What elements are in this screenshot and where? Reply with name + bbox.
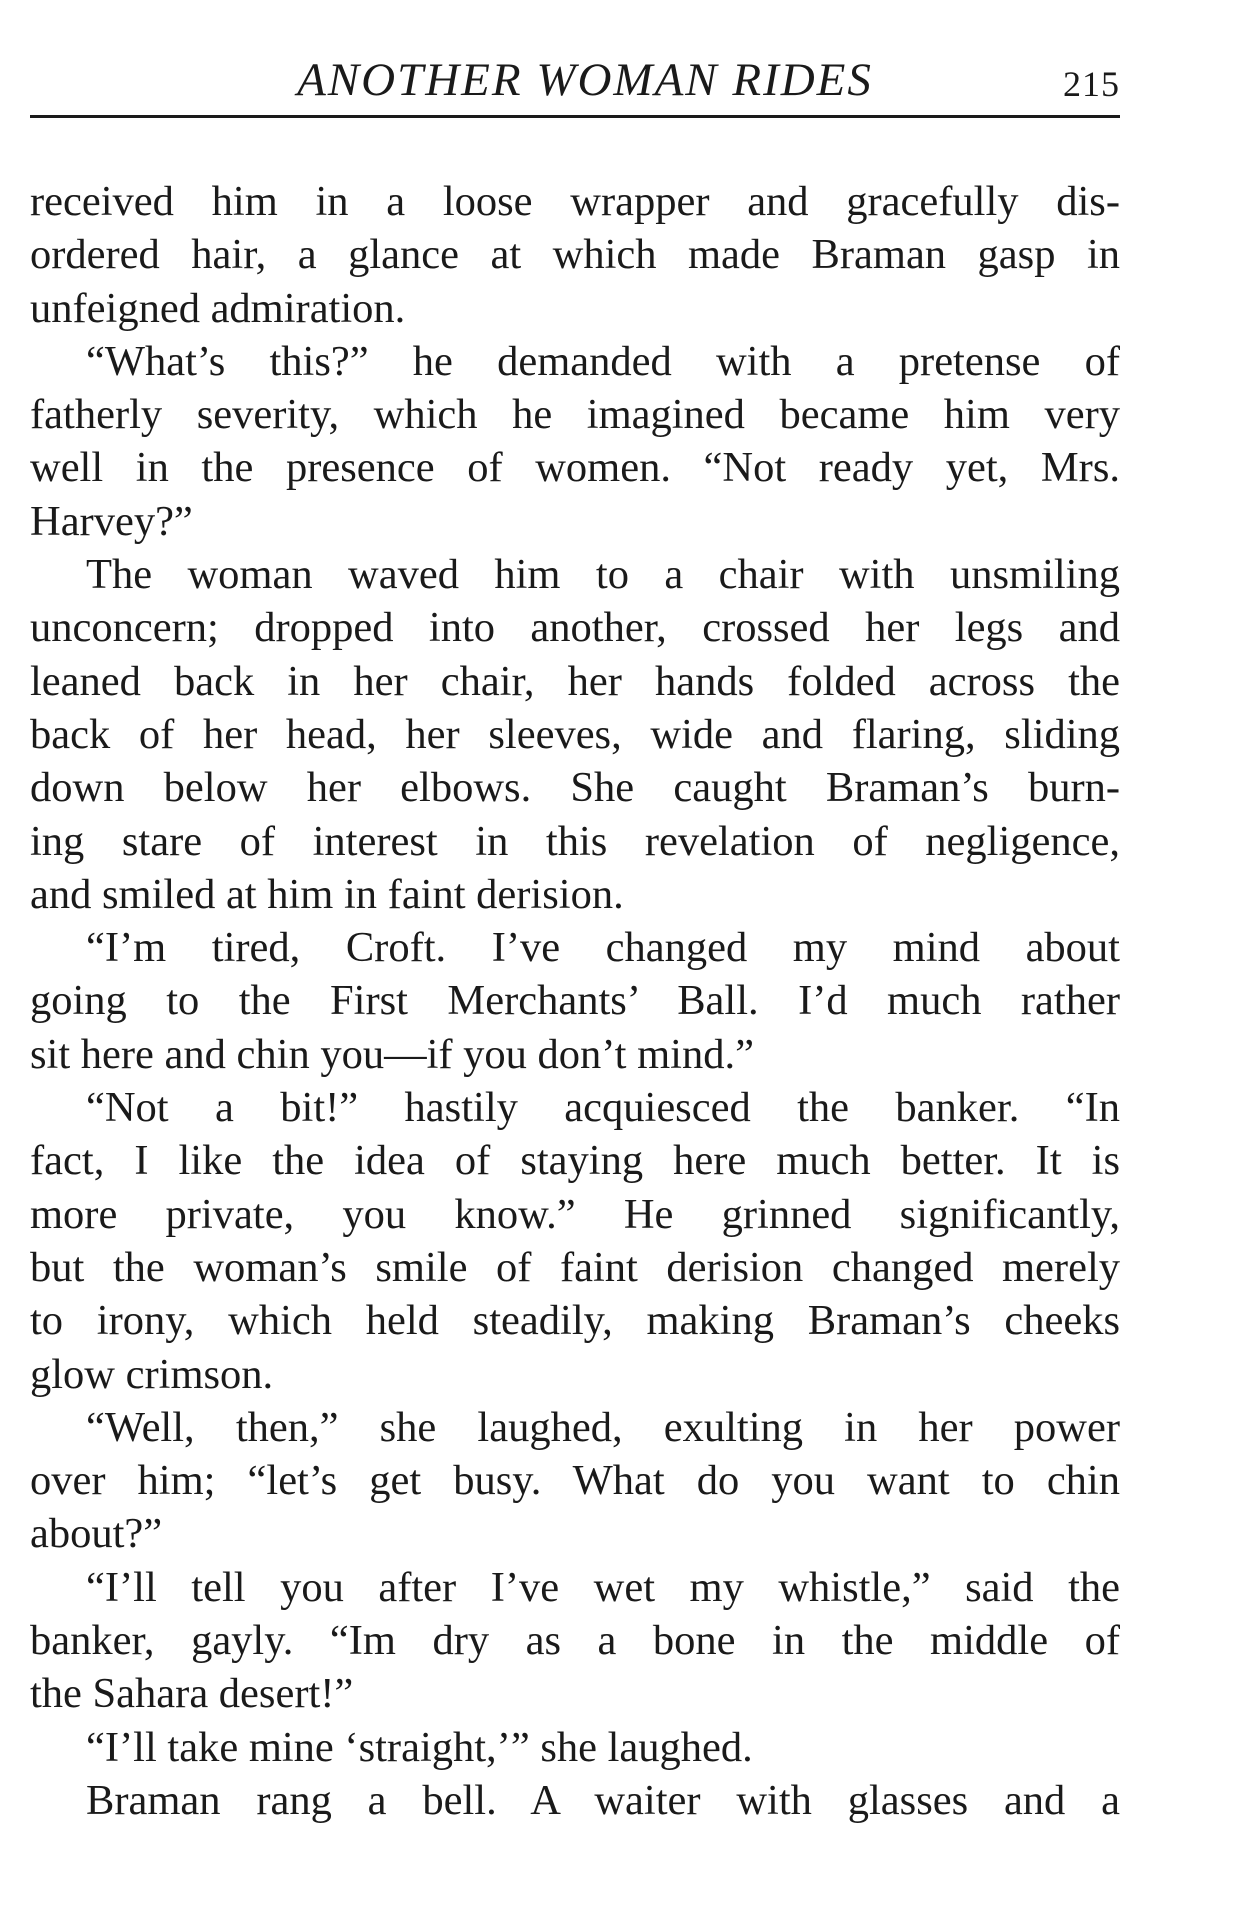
text-line: to irony, which held steadily, making Braman’s cheeks [30, 1297, 1120, 1345]
text-line: going to the First Merchants’ Ball. I’d much rather [30, 977, 1120, 1025]
text-line: Braman rang a bell. A waiter with glasses and a [86, 1776, 1120, 1824]
text-line: ordered hair, a glance at which made Braman gasp in [30, 231, 1120, 279]
text-line: back of her head, her sleeves, wide and flaring, sliding [30, 710, 1120, 758]
text-line: the Sahara desert!” [30, 1670, 354, 1718]
text-line: ing stare of interest in this revelation of negligence, [30, 817, 1120, 865]
text-line: unconcern; dropped into another, crossed her legs and [30, 604, 1120, 652]
text-line: “What’s this?” he demanded with a pretense of [86, 337, 1120, 385]
text-line: “Well, then,” she laughed, exulting in her power [86, 1403, 1120, 1451]
text-line: The woman waved him to a chair with unsmiling [86, 551, 1120, 599]
text-line: fact, I like the idea of staying here much better. It is [30, 1137, 1120, 1185]
text-line: “Not a bit!” hastily acquiesced the banker. “In [86, 1084, 1120, 1132]
body-text [30, 175, 1120, 1827]
running-title: ANOTHER WOMAN RIDES [297, 54, 873, 106]
text-line: sit here and chin you—if you don’t mind.” [30, 1030, 754, 1078]
running-head [30, 52, 1120, 112]
header-rule [30, 115, 1120, 118]
text-line: leaned back in her chair, her hands folded across the [30, 657, 1120, 705]
text-line: banker, gayly. “Im dry as a bone in the middle of [30, 1617, 1120, 1665]
text-line: over him; “let’s get busy. What do you want to chin [30, 1457, 1120, 1505]
text-line: glow crimson. [30, 1350, 274, 1398]
text-line: Harvey?” [30, 497, 193, 545]
text-line: and smiled at him in faint derision. [30, 870, 624, 918]
text-line: down below her elbows. She caught Braman’s burn- [30, 764, 1120, 812]
text-line: “I’ll take mine ‘straight,’” she laughed. [86, 1723, 753, 1771]
text-line: more private, you know.” He grinned significantly, [30, 1190, 1120, 1238]
text-line: “I’ll tell you after I’ve wet my whistle,” said the [86, 1563, 1120, 1611]
text-line: “I’m tired, Croft. I’ve changed my mind about [86, 924, 1120, 972]
text-line: unfeigned admiration. [30, 284, 406, 332]
text-line: received him in a loose wrapper and gracefully dis- [30, 178, 1120, 225]
page-number: 215 [1063, 64, 1120, 104]
text-line: but the woman’s smile of faint derision changed merely [30, 1243, 1120, 1291]
text-line: fatherly severity, which he imagined became him very [30, 391, 1120, 439]
text-line: well in the presence of women. “Not ready yet, Mrs. [30, 444, 1120, 492]
text-line: about?” [30, 1510, 163, 1558]
